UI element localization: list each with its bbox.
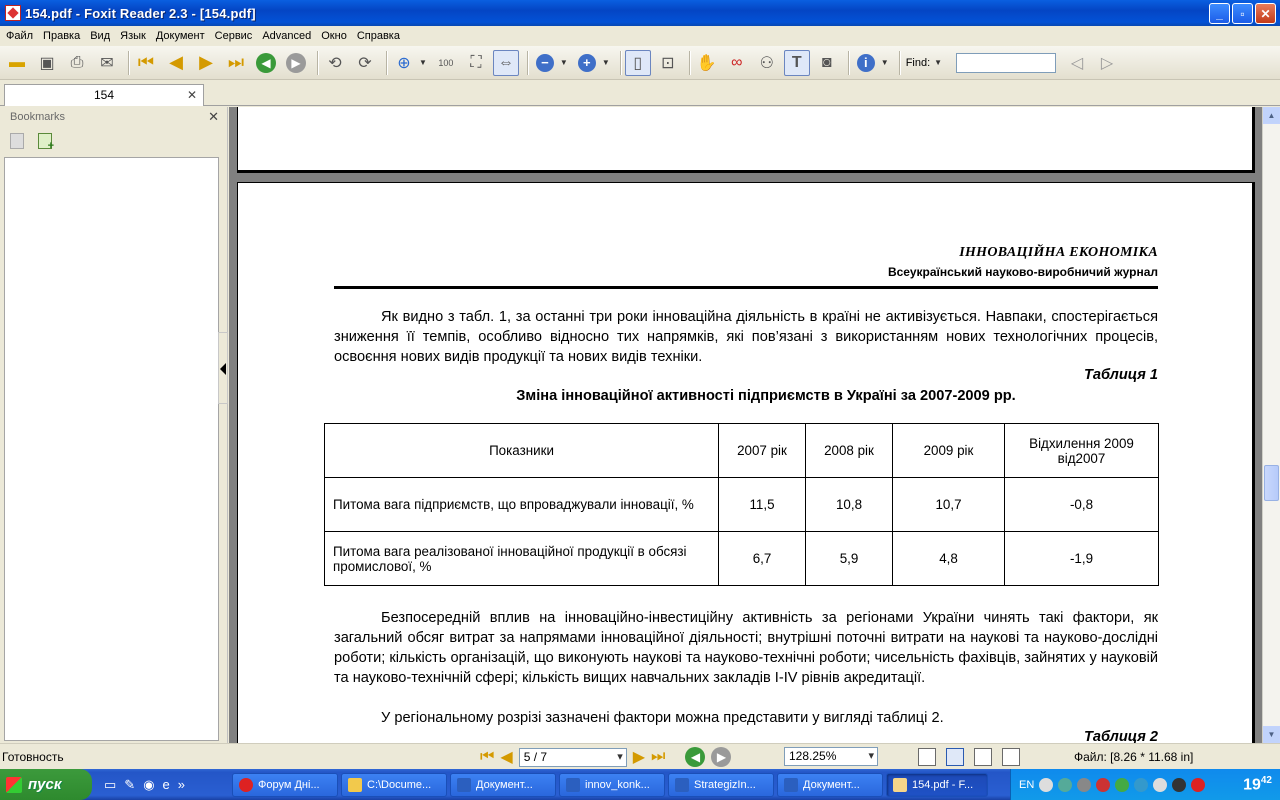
quick-launch <box>92 777 232 793</box>
table-cell: Питома вага підприємств, що впроваджували інновації, % <box>325 478 719 532</box>
bookmark-tools <box>0 127 227 155</box>
table-header: 2007 рік <box>719 424 806 478</box>
bookmarks-title: Bookmarks <box>10 111 66 123</box>
zoom-in-icon[interactable]: + <box>574 50 600 76</box>
menu-tools[interactable]: Сервис <box>214 30 253 42</box>
find-label: Find: <box>905 56 931 69</box>
taskbar-item[interactable] <box>450 773 556 797</box>
start-label: пуск <box>28 776 62 793</box>
tool-icon[interactable]: ✎ <box>124 776 136 792</box>
previous-page <box>237 107 1255 173</box>
paragraph: Безпосередній вплив на інноваційно-інвестиційну активність за регіонами України чинять такі фактори, як загальний обсяг витрат за напрямами інноваційної діяльності; внутрішні поточні витрати на наукові та науково-дослідні роботи; кількість організацій, що виконують наукові та науково-технічні роботи; чисельність фахівців, зайнятих у науковій та науково-технічній сфері; кількість вищих навчальних закладів І-IV рівнів акредитації. <box>334 610 1158 686</box>
actual-size-icon[interactable]: 100 <box>438 57 454 68</box>
first-page-icon[interactable]: ⏮ <box>480 748 495 765</box>
language-indicator[interactable]: EN <box>1019 778 1035 791</box>
clock-minutes: 42 <box>1260 775 1272 786</box>
zoom-out-dropdown-icon[interactable]: ▼ <box>559 58 568 67</box>
add-bookmark-icon[interactable] <box>38 133 52 149</box>
taskbar-item-active[interactable] <box>886 773 988 797</box>
zoom-icon[interactable]: ⊕ <box>397 54 411 72</box>
menu-view[interactable]: Вид <box>90 30 111 42</box>
tray-icon[interactable] <box>1153 778 1167 792</box>
close-button[interactable]: ✕ <box>1255 3 1276 24</box>
close-panel-icon[interactable]: ✕ <box>208 109 219 124</box>
windows-logo-icon <box>6 777 22 793</box>
media-player-icon[interactable]: ◉ <box>143 776 155 792</box>
menu-advanced[interactable]: Advanced <box>262 30 312 42</box>
bookmarks-header <box>0 107 227 127</box>
go-back-icon[interactable]: ◀ <box>253 50 279 76</box>
header-rule <box>334 286 1158 289</box>
go-back-icon[interactable]: ◀ <box>685 747 705 767</box>
document-view[interactable] <box>229 107 1262 743</box>
taskbar-item-label: Документ... <box>476 778 533 791</box>
more-icon[interactable]: » <box>177 776 186 792</box>
binoculars-icon[interactable]: ⚇ <box>759 54 774 72</box>
vertical-scrollbar[interactable] <box>1262 107 1280 743</box>
panel-collapse-handle[interactable] <box>218 332 228 404</box>
single-page-view-icon[interactable] <box>918 748 936 766</box>
table-title: Зміна інноваційної активності підприємств в Україні за 2007-2009 рр. <box>516 388 1016 404</box>
zoom-field[interactable]: 128.25% ▾ <box>784 747 878 766</box>
tray-icon[interactable] <box>1172 778 1186 792</box>
print-icon[interactable]: ⎙ <box>70 53 84 71</box>
toolbar-separator <box>899 51 900 75</box>
paragraph: У регіональному розрізі зазначені фактори можна представити у вигляді таблиці 2. <box>381 710 944 726</box>
menu-language[interactable]: Язык <box>120 30 146 42</box>
page-number-field[interactable]: 5 / 7 ▾ <box>519 748 627 767</box>
table-label: Таблиця 1 <box>1083 367 1158 383</box>
continuous-view-icon[interactable] <box>946 748 964 766</box>
toolbar-separator <box>128 51 129 75</box>
toolbar <box>0 46 1280 80</box>
info-icon[interactable]: i <box>853 50 879 76</box>
table-header-row <box>325 424 1159 478</box>
tab-label: 154 <box>93 88 115 102</box>
table-cell: 6,7 <box>719 532 806 586</box>
info-dropdown-icon[interactable]: ▼ <box>880 58 889 67</box>
toolbar-separator <box>689 51 690 75</box>
clock[interactable] <box>1243 775 1272 794</box>
taskbar-item[interactable] <box>777 773 883 797</box>
next-page-icon[interactable]: ▶ <box>199 52 213 72</box>
previous-page-icon[interactable]: ◀ <box>169 52 183 72</box>
menu-document[interactable]: Документ <box>155 30 205 42</box>
table-cell: 10,7 <box>893 478 1005 532</box>
scroll-down-icon[interactable]: ▼ <box>1263 726 1280 743</box>
taskbar-item[interactable] <box>668 773 774 797</box>
table-cell: -1,9 <box>1005 532 1159 586</box>
taskbar-item[interactable] <box>232 773 338 797</box>
hand-tool-icon[interactable]: ✋ <box>696 54 717 72</box>
taskbar-item[interactable] <box>559 773 665 797</box>
journal-header <box>334 245 1158 279</box>
minimize-button[interactable]: _ <box>1209 3 1230 24</box>
fit-width-icon[interactable]: ⇔ <box>493 50 519 76</box>
show-desktop-icon[interactable]: ▭ <box>104 776 117 792</box>
tray-icon[interactable] <box>1077 778 1091 792</box>
taskbar-item-label: innov_konk... <box>585 778 650 791</box>
rotate-left-icon[interactable]: ⟲ <box>328 54 342 72</box>
single-page-icon[interactable]: ▯ <box>625 50 651 76</box>
tray-icon[interactable] <box>1115 778 1129 792</box>
snapshot-icon[interactable]: ◙ <box>821 53 832 71</box>
bookmarks-panel <box>0 107 228 743</box>
toolbar-separator <box>620 51 621 75</box>
rotate-right-icon[interactable]: ⟳ <box>358 54 372 72</box>
maximize-button[interactable]: ▫ <box>1232 3 1253 24</box>
tray-icon[interactable] <box>1096 778 1110 792</box>
previous-page-icon[interactable]: ◀ <box>500 749 513 766</box>
toolbar-separator <box>848 51 849 75</box>
journal-title: ІННОВАЦІЙНА ЕКОНОМІКА <box>959 245 1158 260</box>
clock-hours: 19 <box>1243 776 1261 794</box>
paragraph: Як видно з табл. 1, за останні три роки інноваційна діяльність в країні не активізується. Навпаки, спостерігається зниження її темпів, особливо відносно тих напрямків, які пов’язані з використанням нових технологічних процесів, освоєння нових видів продукції та нових видів техніки. <box>334 309 1158 365</box>
first-page-icon[interactable]: ⏮ <box>137 52 155 72</box>
scroll-thumb[interactable] <box>1264 465 1279 501</box>
table-cell: -0,8 <box>1005 478 1159 532</box>
next-page-icon[interactable]: ▶ <box>632 749 646 766</box>
find-input[interactable] <box>956 53 1056 73</box>
taskbar-item-label: StrategizIn... <box>694 778 756 791</box>
save-icon[interactable]: ▣ <box>39 54 55 72</box>
zoom-dropdown-icon[interactable]: ▼ <box>419 58 427 67</box>
innovation-table <box>324 423 1159 586</box>
taskbar <box>0 769 1280 800</box>
go-forward-icon[interactable]: ▶ <box>711 747 731 767</box>
open-icon[interactable]: ▬ <box>9 53 25 71</box>
table-cell: 5,9 <box>806 532 893 586</box>
table-header: Показники <box>325 424 719 478</box>
taskbar-item-label: C:\Docume... <box>367 778 432 791</box>
continuous-icon[interactable]: ⊡ <box>661 54 675 72</box>
taskbar-item[interactable] <box>341 773 447 797</box>
zoom-out-icon[interactable]: − <box>532 50 558 76</box>
app-icon[interactable] <box>5 5 21 21</box>
last-page-icon[interactable]: ⏭ <box>651 748 666 765</box>
menu-window[interactable]: Окно <box>321 30 347 42</box>
menu-bar <box>0 26 1280 46</box>
taskbar-item-label: Документ... <box>803 778 860 791</box>
pdf-page <box>237 182 1255 743</box>
taskbar-item-label: Форум Дні... <box>258 778 320 791</box>
continuous-facing-view-icon[interactable] <box>1002 748 1020 766</box>
bookmark-list[interactable] <box>4 157 219 741</box>
table-row <box>325 532 1159 586</box>
fit-page-icon[interactable]: ⛶ <box>470 53 482 71</box>
tab-document[interactable] <box>4 84 204 106</box>
status-bar <box>0 743 1280 769</box>
system-tray <box>1010 769 1280 800</box>
find-previous-icon[interactable]: ◁ <box>1070 54 1084 72</box>
table-cell: Питома вага реалізованої інноваційної продукції в обсязі промислової, % <box>325 532 719 586</box>
facing-view-icon[interactable] <box>974 748 992 766</box>
toolbar-separator <box>386 51 387 75</box>
file-size-info: Файл: [8.26 * 11.68 in] <box>1074 750 1194 764</box>
zoom-in-dropdown-icon[interactable]: ▼ <box>601 58 610 67</box>
table-cell: 4,8 <box>893 532 1005 586</box>
tray-icon[interactable] <box>1191 778 1205 792</box>
title-bar <box>0 0 1280 26</box>
tab-bar <box>0 81 1280 106</box>
menu-edit[interactable]: Правка <box>43 30 81 42</box>
scroll-up-icon[interactable]: ▲ <box>1263 107 1280 124</box>
tray-icon[interactable] <box>1134 778 1148 792</box>
tray-icon[interactable] <box>1039 778 1053 792</box>
start-button[interactable] <box>0 769 92 800</box>
menu-file[interactable]: Файл <box>6 30 34 42</box>
find-options-icon[interactable]: ▼ <box>934 58 943 67</box>
taskbar-item-label: 154.pdf - F... <box>912 778 974 791</box>
table-header: Відхилення 2009 від2007 <box>1005 424 1159 478</box>
tray-icon[interactable] <box>1058 778 1072 792</box>
menu-help[interactable]: Справка <box>356 30 400 42</box>
table-cell: 10,8 <box>806 478 893 532</box>
text-select-icon[interactable]: T <box>784 50 810 76</box>
table-label: Таблиця 2 <box>1083 729 1158 743</box>
find-next-icon[interactable]: ▷ <box>1100 54 1114 72</box>
window-title: 154.pdf - Foxit Reader 2.3 - [154.pdf] <box>25 5 256 21</box>
loupe-icon[interactable]: ∞ <box>731 53 743 71</box>
view-mode-buttons <box>918 748 1020 766</box>
status-text: Готовность <box>2 750 64 764</box>
journal-subtitle: Всеукраїнський науково-виробничий журнал <box>887 265 1158 279</box>
toolbar-separator <box>527 51 528 75</box>
email-icon[interactable]: ✉ <box>100 54 114 72</box>
last-page-icon[interactable]: ⏭ <box>227 52 245 72</box>
close-tab-icon[interactable]: ✕ <box>186 88 197 102</box>
internet-explorer-icon[interactable]: e <box>162 776 170 792</box>
table-cell: 11,5 <box>719 478 806 532</box>
delete-bookmark-icon[interactable] <box>10 133 24 149</box>
table-header: 2008 рік <box>806 424 893 478</box>
toolbar-separator <box>317 51 318 75</box>
table-header: 2009 рік <box>893 424 1005 478</box>
page-navigation <box>480 747 731 767</box>
table-row <box>325 478 1159 532</box>
go-forward-icon[interactable]: ▶ <box>283 50 309 76</box>
